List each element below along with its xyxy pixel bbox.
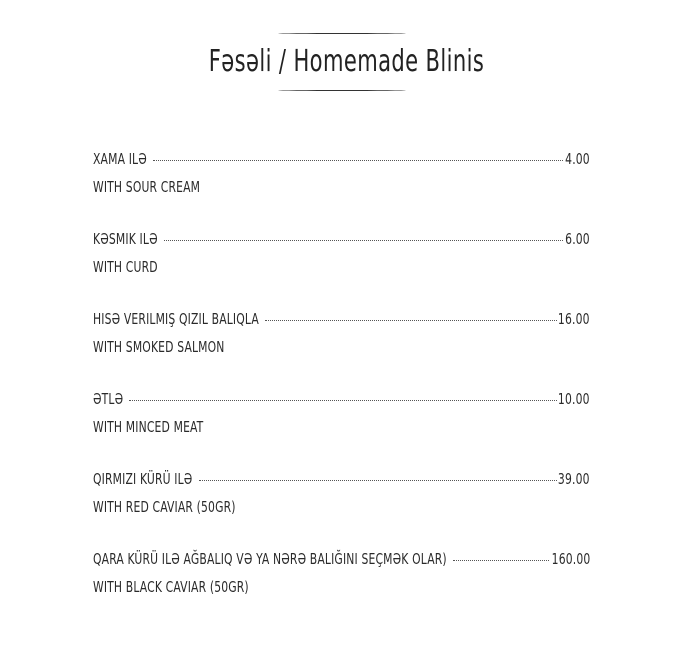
menu-item-subtitle: WITH SMOKED SALMON xyxy=(93,338,225,356)
page-title: Fəsəli / Homemade Blinis xyxy=(208,44,485,79)
menu-items-list xyxy=(93,150,590,630)
menu-item-price: 160.00 xyxy=(551,550,590,568)
dotted-leader xyxy=(164,240,564,241)
menu-item xyxy=(93,470,590,550)
menu-item xyxy=(93,230,590,310)
title-top-rule xyxy=(278,33,406,34)
dotted-leader xyxy=(153,160,563,161)
menu-item-name: XAMA ILƏ xyxy=(93,150,147,168)
menu-item xyxy=(93,390,590,470)
menu-item-price: 10.00 xyxy=(558,390,590,408)
menu-item xyxy=(93,150,590,230)
menu-item-name: ƏTLƏ xyxy=(93,390,124,408)
menu-item xyxy=(93,550,590,630)
menu-item-name: QARA KÜRÜ ILƏ AĞBALIQ VƏ YA NƏRƏ BALIĞINI SEÇMƏK OLAR) xyxy=(93,550,447,568)
menu-item-price: 4.00 xyxy=(565,150,590,168)
dotted-leader xyxy=(265,320,556,321)
dotted-leader xyxy=(453,560,549,561)
menu-item xyxy=(93,310,590,390)
menu-item-price: 16.00 xyxy=(558,310,590,328)
menu-item-name: KƏSMIK ILƏ xyxy=(93,230,158,248)
menu-item-price: 39.00 xyxy=(558,470,590,488)
title-bottom-rule xyxy=(278,90,406,91)
dotted-leader xyxy=(199,480,557,481)
menu-item-subtitle: WITH CURD xyxy=(93,258,158,276)
menu-item-price: 6.00 xyxy=(565,230,590,248)
menu-item-name: QIRMIZI KÜRÜ ILƏ xyxy=(93,470,193,488)
dotted-leader xyxy=(129,400,557,401)
menu-item-subtitle: WITH SOUR CREAM xyxy=(93,178,201,196)
menu-item-subtitle: WITH BLACK CAVIAR (50GR) xyxy=(93,578,249,596)
menu-item-subtitle: WITH MINCED MEAT xyxy=(93,418,204,436)
menu-item-subtitle: WITH RED CAVIAR (50GR) xyxy=(93,498,236,516)
menu-item-name: HISƏ VERILMIŞ QIZIL BALIQLA xyxy=(93,310,259,328)
